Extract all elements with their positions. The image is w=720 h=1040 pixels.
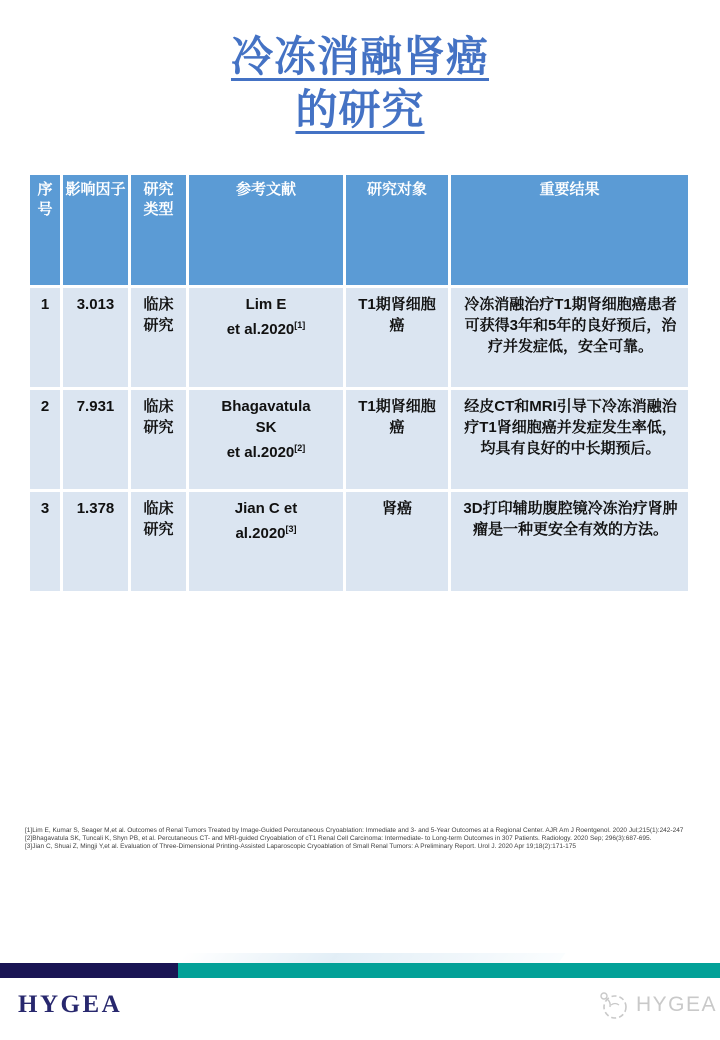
footer-bar-teal-segment [178, 963, 720, 978]
footer-bar-highlight [178, 953, 565, 963]
column-header-reference: 参考文献 [189, 175, 343, 285]
result-cell: 经皮CT和MRI引导下冷冻消融治疗T1肾细胞癌并发症发生率低，均具有良好的中长期预后。 [451, 390, 688, 489]
footnote-item: [3]Jian C, Shuai Z, Mingji Y,et al. Evaluation of Three-Dimensional Printing-Assisted Laparoscopic Cryoablation of Small Renal Tumors: A Preliminary Report. Urol J. 2020 Apr 19;18(2):171-175 [25, 843, 576, 851]
page-title-line1: 冷冻消融肾癌 [230, 33, 489, 80]
footnotes [25, 827, 715, 852]
column-header-no: 序号 [30, 175, 60, 285]
row-number-cell: 2 [30, 390, 60, 489]
study-type-cell: 临床研究 [131, 492, 186, 591]
watermark [597, 988, 717, 1022]
impact-factor-cell: 7.931 [63, 390, 128, 489]
column-header-study-type: 研究类型 [131, 175, 186, 285]
row-number-cell: 1 [30, 288, 60, 387]
table-row [30, 390, 688, 489]
column-header-subject: 研究对象 [346, 175, 448, 285]
table-body [30, 288, 688, 591]
study-type-cell: 临床研究 [131, 390, 186, 489]
table-row [30, 492, 688, 591]
column-header-result: 重要结果 [451, 175, 688, 285]
studies-table [27, 172, 691, 594]
globe-sketch-icon [597, 988, 631, 1022]
page-title-line2: 的研究 [295, 86, 425, 133]
page-title [0, 30, 720, 136]
impact-factor-cell: 3.013 [63, 288, 128, 387]
reference-cell: Jian C et al.2020[3] [189, 492, 343, 591]
impact-factor-cell: 1.378 [63, 492, 128, 591]
subject-cell: 肾癌 [346, 492, 448, 591]
reference-cell: Lim E et al.2020[1] [189, 288, 343, 387]
watermark-text: HYGEA [636, 993, 718, 1016]
footer-bar [0, 963, 720, 978]
subject-cell: T1期肾细胞癌 [346, 390, 448, 489]
result-cell: 冷冻消融治疗T1期肾细胞癌患者可获得3年和5年的良好预后，治疗并发症低，安全可靠。 [451, 288, 688, 387]
result-cell: 3D打印辅助腹腔镜冷冻治疗肾肿瘤是一种更安全有效的方法。 [451, 492, 688, 591]
footer-bar-navy-segment [0, 963, 178, 978]
table-header [30, 175, 688, 285]
table-row [30, 288, 688, 387]
table-header-row [30, 175, 688, 285]
subject-cell: T1期肾细胞癌 [346, 288, 448, 387]
hygea-logo-text: HYGEA [18, 991, 123, 1018]
row-number-cell: 3 [30, 492, 60, 591]
footnote-item: [2]Bhagavatula SK, Tuncali K, Shyn PB, et al. Percutaneous CT- and MRI-guided Cryoablation of cT1 Renal Cell Carcinoma: Intermediate- to Long-term Outcomes in 307 Patients. Radiology. 2020 Sep; 296(3):687-695. [25, 835, 652, 843]
reference-cell: Bhagavatula SK et al.2020[2] [189, 390, 343, 489]
study-type-cell: 临床研究 [131, 288, 186, 387]
column-header-impact-factor: 影响因子 [63, 175, 128, 285]
footnote-item: [1]Lim E, Kumar S, Seager M,et al. Outcomes of Renal Tumors Treated by Image-Guided Percutaneous Cryoablation: Immediate and 3- and 5-Year Outcomes at a Regional Center. AJR Am J Roentgenol. 2020 Jul;215(1):242-247 [25, 827, 684, 834]
